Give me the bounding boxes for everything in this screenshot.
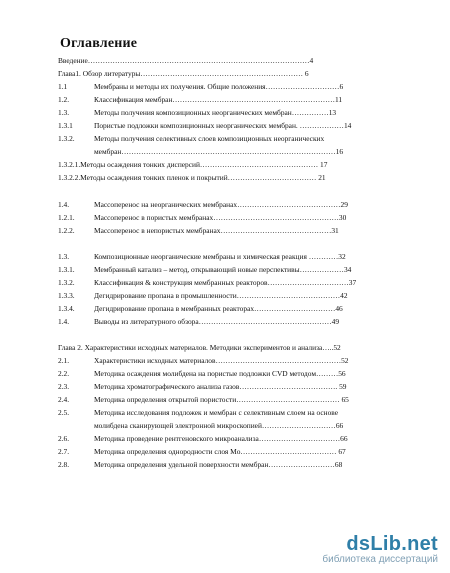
toc-entry-text: Дегидрирование пропана в промышленности……………………………………42 [94,290,348,300]
toc-entry-text: Характеристики исходных материалов……………………………………………52 [94,356,349,366]
toc-entry [58,67,390,80]
toc-entry [58,119,390,132]
toc-entry-text: Выводы из литературного обзора………………………………………………49 [94,316,340,326]
toc-entry-text: Композиционные неорганические мембраны и химическая реакция …………32 [94,251,346,261]
toc-entry-number: 1.3.2. [58,134,75,144]
toc-entry-text: Методика исследования подложек и мембран с селективным слоем на основе [94,408,339,418]
watermark-tagline: библиотека диссертаций [322,554,438,565]
toc-entry [58,263,390,276]
toc-entry [58,302,390,315]
toc-entry [58,145,390,158]
toc-entry [58,406,390,419]
toc-entry-number: 2.2. [58,369,70,379]
toc-entry-number: 2.8. [58,460,70,470]
toc-entry-number: 2.3. [58,382,70,392]
toc-entry-number: 1.3. [58,108,70,118]
toc-entry-text: Глава1. Обзор литературы………………………………………………………… 6 [58,69,309,79]
toc-entry-text: Методика проведение рентгеновского микроанализа……………………………66 [94,434,348,444]
toc-spacer [58,184,390,197]
page-title: Оглавление [60,36,138,51]
toc-entry-text: Методика хроматографического анализа газов…………………………………. 59 [94,382,347,392]
toc-entry [58,93,390,106]
toc-entry [58,250,390,263]
toc-entry [58,458,390,471]
toc-entry-number: 2.5. [58,408,70,418]
toc-entry [58,54,390,67]
toc-entry [58,315,390,328]
toc-entry-number: 2.1. [58,356,70,366]
toc-entry-number: 2.4. [58,395,70,405]
toc-entry-text: Мембраны и методы их получения. Общие положения…………………………6 [94,82,344,92]
toc-entry [58,80,390,93]
table-of-contents [58,54,390,472]
toc-entry [58,445,390,458]
toc-entry-text: молибдена сканирующей электронной микроскопией…………………………66 [94,421,344,431]
toc-entry-text: Введение………………………………………………………………………………4 [58,56,314,65]
toc-entry-number: 1.2.1. [58,212,75,222]
watermark [322,533,438,565]
toc-entry [58,380,390,393]
toc-entry-text: 1.3.2.2.Методы осаждения тонких пленок и покрытий……………………………… 21 [58,173,326,183]
toc-entry-text: мембран……………………………………………………………………………16 [94,147,344,157]
toc-entry-text: Методика определения удельной поверхности мембран………………………68 [94,460,343,470]
toc-entry-text: Массоперенос на неорганических мембранах……………………………………29 [94,199,348,209]
toc-entry-number: 2.7. [58,447,70,457]
toc-entry [58,106,390,119]
toc-entry-number: 1.4. [58,199,70,209]
toc-entry [58,198,390,211]
toc-entry [58,211,390,224]
toc-entry-number: 1.3.4. [58,303,75,313]
toc-entry-number: 2.6. [58,434,70,444]
toc-entry [58,393,390,406]
toc-entry [58,367,390,380]
toc-entry-number: 1.3.1. [58,264,75,274]
toc-entry-text: Методы получения селективных слоев композиционных неорганических [94,134,325,144]
toc-entry-text: Методика определения однородности слоя Mo………………………………… 67 [94,447,346,457]
toc-entry [58,276,390,289]
toc-entry [58,158,390,171]
toc-entry-text: Массоперенос в пористых мембранах……………………………………………30 [94,212,347,222]
toc-entry [58,341,390,354]
toc-entry-text: Глава 2. Характеристики исходных материалов. Методики экспериментов и анализа…..52 [58,343,341,353]
toc-entry-text: Методы получения композиционных неорганических мембран……………13 [94,108,337,118]
toc-entry [58,289,390,302]
toc-entry [58,432,390,445]
toc-spacer [58,328,390,341]
toc-entry [58,419,390,432]
toc-entry-text: Массоперенос в непористых мембранах………………………………………31 [94,225,339,235]
toc-entry-number: 1.3.3. [58,290,75,300]
toc-spacer [58,237,390,250]
toc-entry-number: 1.1 [58,82,68,92]
toc-entry-text: Пористые подложки композиционных неорганических мембран. ………………14 [94,121,352,131]
toc-entry-text: Методика определения открытой пористости…………………………………… 65 [94,395,349,405]
toc-entry [58,354,390,367]
toc-entry [58,171,390,184]
toc-entry-number: 1.4. [58,316,70,326]
toc-entry-number: 1.3. [58,251,70,261]
toc-entry-number: 1.3.2. [58,277,75,287]
toc-entry [58,224,390,237]
toc-entry-number: 1.2. [58,95,70,105]
toc-entry-number: 1.2.2. [58,225,75,235]
toc-entry-number: 1.3.1 [58,121,73,131]
toc-entry-text: Классификация & конструкция мембранных реакторов……………………………37 [94,277,357,287]
toc-entry-text: Классификация мембран…………………………………………………………11 [94,95,343,105]
watermark-brand: dsLib.net [346,533,438,555]
toc-entry-text: 1.3.2.1.Методы осаждения тонких дисперсий………………………………………… 17 [58,160,328,170]
toc-entry [58,132,390,145]
toc-entry-text: Методика осаждения молибдена на пористые подложки CVD методом………56 [94,369,346,379]
toc-entry-text: Мембранный катализ – метод, открывающий новые перспективы………………34 [94,264,352,274]
toc-entry-text: Дегидрирование пропана в мембранных реакторах……………………………46 [94,303,343,313]
